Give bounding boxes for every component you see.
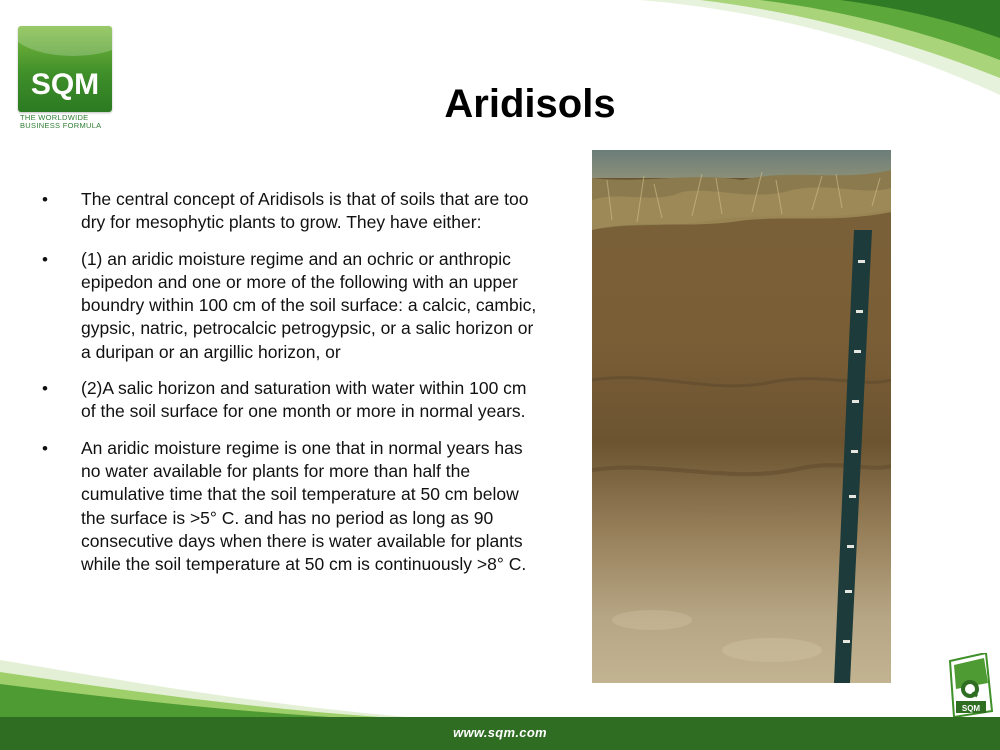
sqm-corner-logo-icon: [946, 653, 994, 717]
soil-profile-photo: [592, 150, 891, 683]
corner-logo-text: SQM: [961, 704, 981, 713]
sqm-logo-tagline: [20, 114, 120, 130]
bullet-item: [40, 248, 540, 364]
bullet-text: (1) an aridic moisture regime and an ochric or anthropic epipedon and one or more of the following with an upper boundry within 100 cm of the soil surface: a calcic, cambic, gypsic, natric, petrocalcic petrogypsic, or a salic horizon or a duripan or an argillic horizon, or: [81, 248, 537, 362]
bullet-item: [40, 437, 540, 577]
bullet-item: [40, 377, 540, 424]
bullet-marker: •: [42, 249, 48, 269]
bullet-list: [40, 188, 540, 589]
bullet-item: [40, 188, 540, 235]
tagline-line-1: THE WORLDWIDE: [20, 113, 89, 122]
bullet-marker: •: [42, 438, 48, 458]
bullet-marker: •: [42, 379, 48, 399]
footer-url[interactable]: www.sqm.com: [453, 725, 547, 740]
sqm-logo: [18, 26, 112, 130]
slide-title: Aridisols: [444, 82, 616, 126]
sqm-logo-badge: [18, 26, 112, 112]
tagline-line-2: BUSINESS FORMULA: [20, 121, 102, 130]
bullet-text: (2)A salic horizon and saturation with water within 100 cm of the soil surface for one month or more in normal years.: [81, 378, 527, 422]
footer-bar: [0, 717, 1000, 750]
bullet-marker: •: [42, 190, 48, 209]
sqm-logo-text: SQM: [30, 68, 100, 101]
bullet-text: An aridic moisture regime is one that in normal years has no water available for plants for more than half the cumulative time that the soil temperature at 50 cm below the surface is >5° C. and has no period as long as 90 consecutive days when there is water available for plants while the soil temperature at 50 cm is continuously >8° C.: [81, 437, 527, 575]
bullet-text: The central concept of Aridisols is that of soils that are too dry for mesophytic plants to grow. They have either:: [81, 189, 529, 233]
